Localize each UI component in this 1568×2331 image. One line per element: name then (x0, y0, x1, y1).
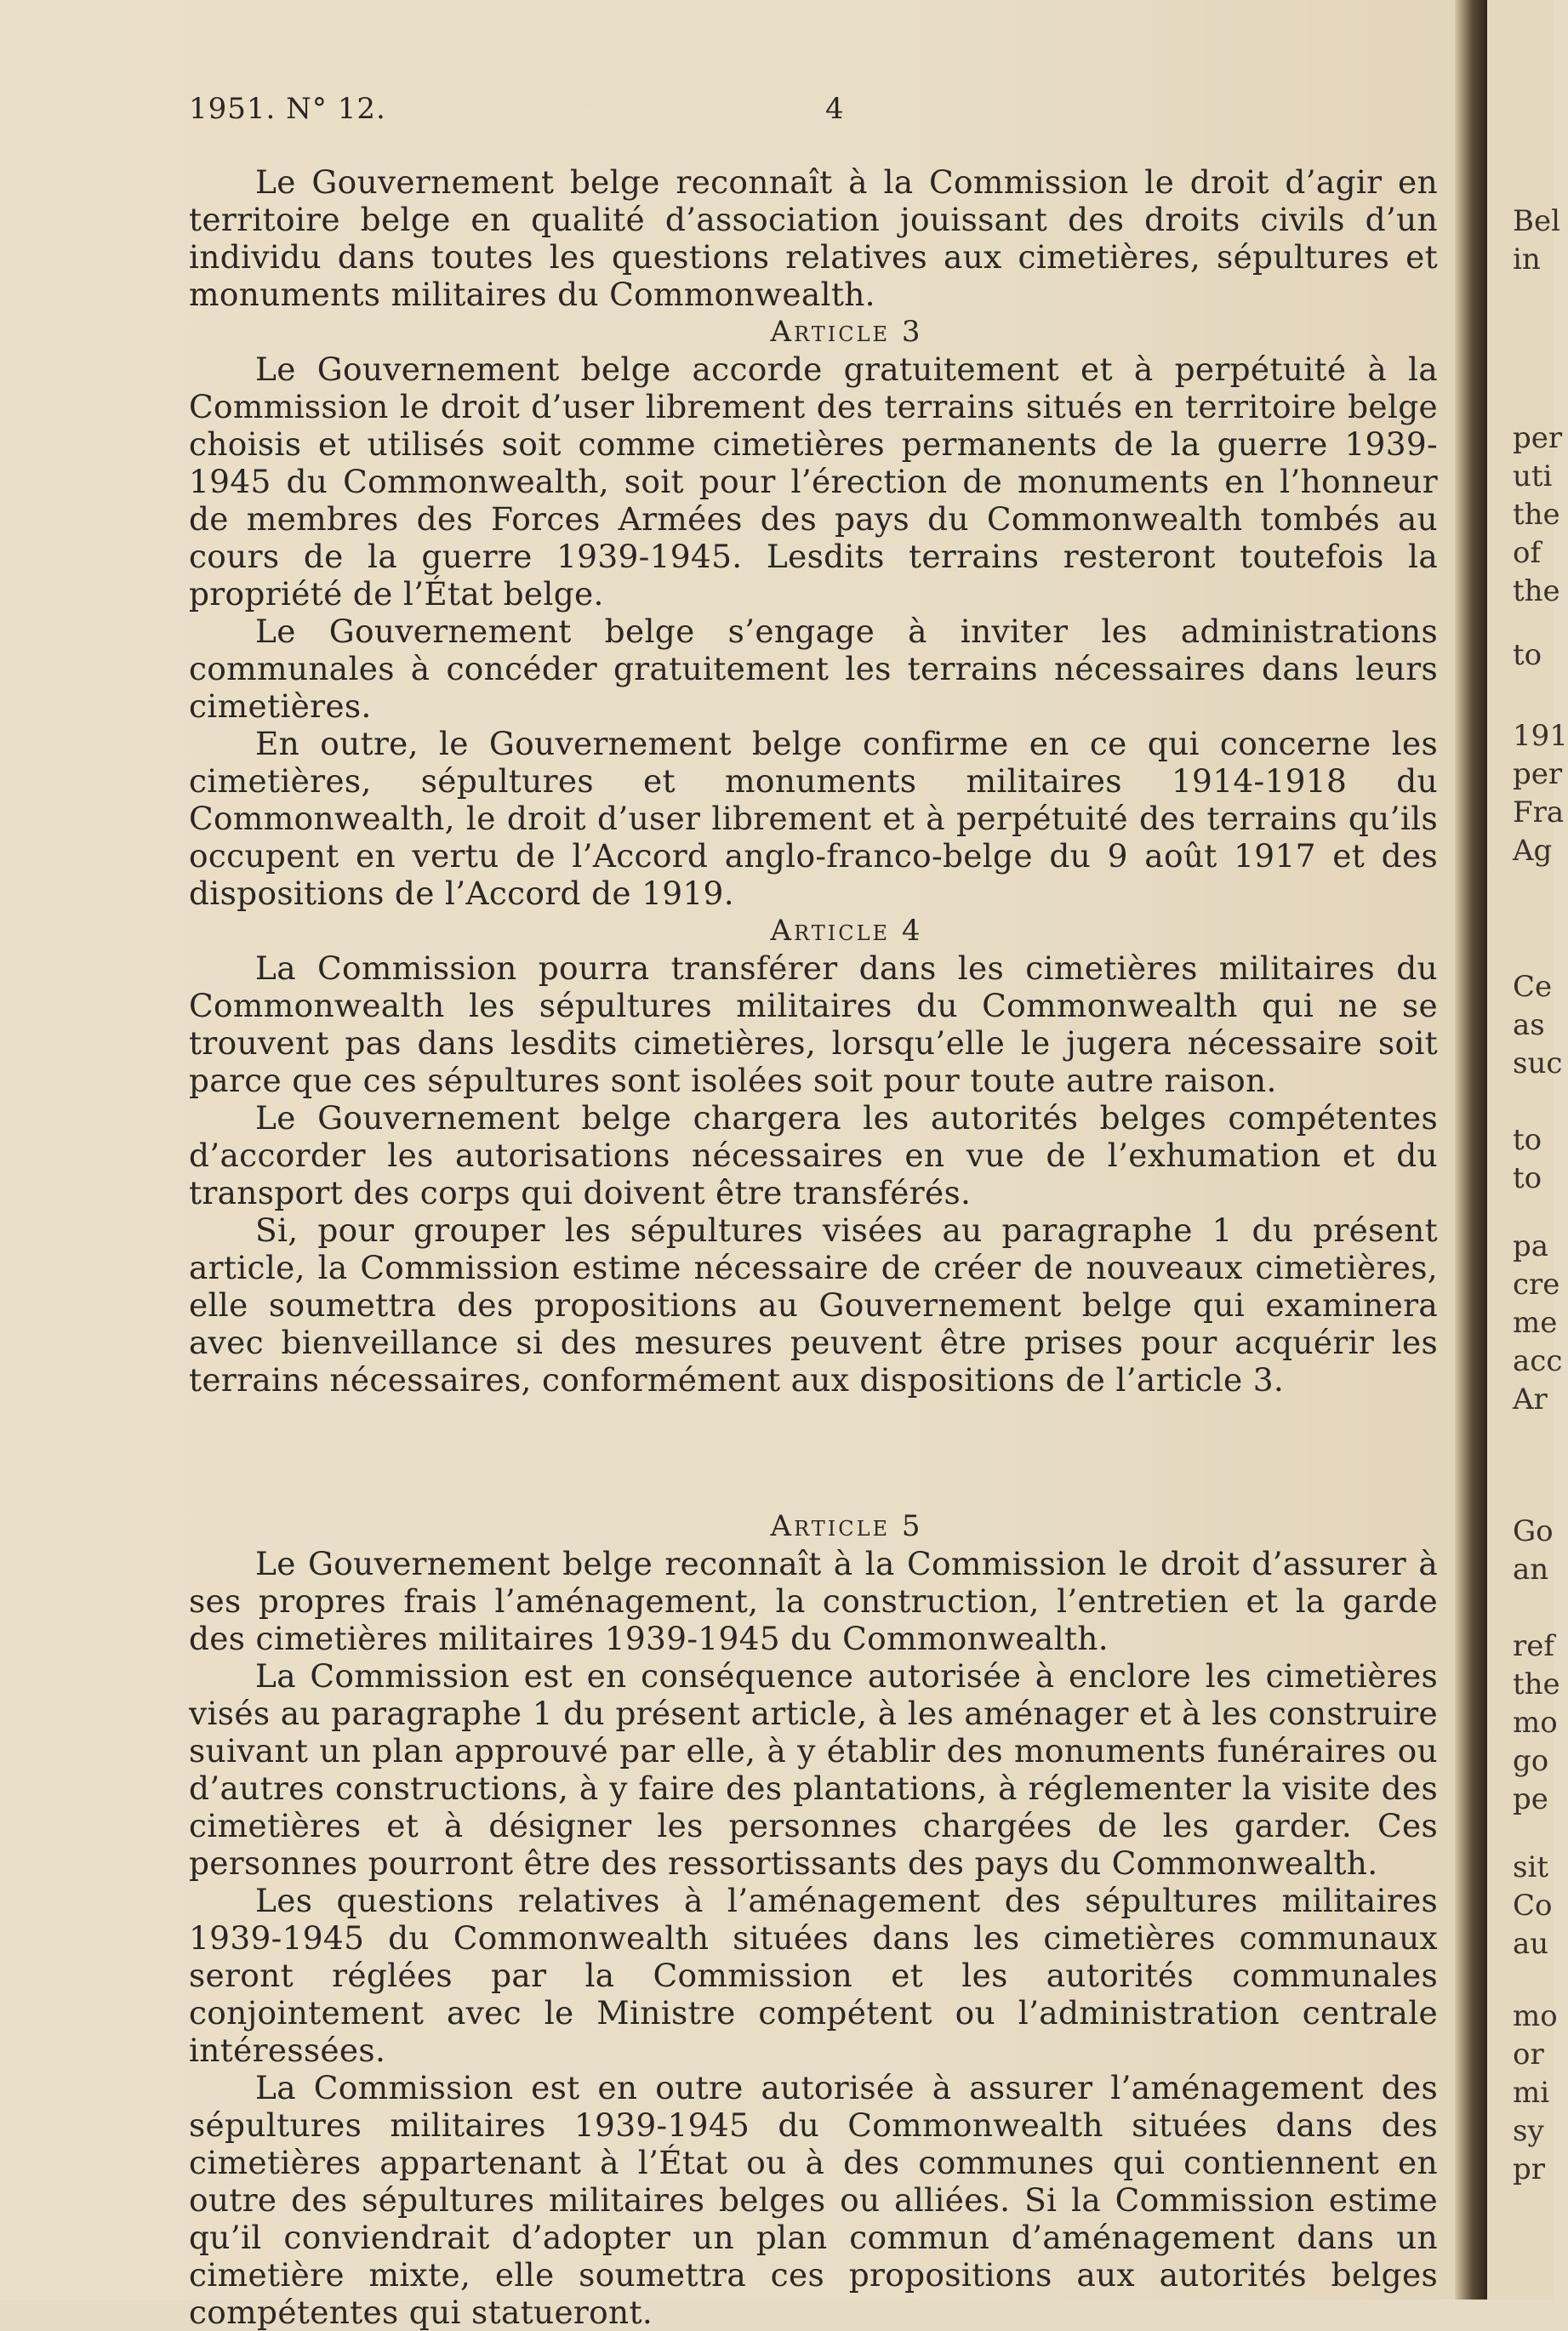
facing-page-fragment: me (1513, 1306, 1558, 1340)
article-5-paragraph-1: Le Gouvernement belge reconnaît à la Commission le droit d’assurer à ses propres frais l’aménagement, la construction, l’entretien et la garde des cimetières militaires 1939-1945 du Commonwealth. (189, 1545, 1438, 1657)
article-4-paragraph-1: La Commission pourra transférer dans les cimetières militaires du Commonwealth les sépultures militaires du Commonwealth qui ne se trouvent pas dans lesdits cimetières, lorsqu’elle le jugera nécessaire soit parce que ces sépultures sont isolées soit pour toute autre raison. (189, 949, 1438, 1099)
facing-page-fragment: uti (1513, 459, 1553, 493)
facing-page-fragment: cre (1513, 1268, 1560, 1302)
facing-page-fragment: Ag (1513, 834, 1553, 868)
facing-page-fragment: to (1513, 1123, 1542, 1157)
facing-page-fragment: go (1513, 1744, 1549, 1778)
facing-page-fragment: the (1513, 498, 1560, 532)
facing-page-fragment: mo (1513, 1706, 1558, 1740)
facing-page-fragment: pr (1513, 2152, 1546, 2186)
facing-page-fragment: per (1513, 757, 1563, 791)
facing-page-fragment: per (1513, 421, 1563, 455)
facing-page-fragment: Co (1513, 1889, 1553, 1923)
article-5-paragraph-2: La Commission est en conséquence autorisée à enclore les cimetières visés au paragraphe 1 du présent article, à les aménager et à les construire suivant un plan approuvé par elle, à y établir des monuments funéraires ou d’autres constructions, à y faire des plantations, à réglementer la visite des cimetières et à désigner les personnes chargées de les garder. Ces personnes pourront être des ressortissants des pays du Commonwealth. (189, 1657, 1438, 1882)
facing-page-fragment: 191 (1513, 719, 1568, 753)
facing-page-fragment: Fra (1513, 795, 1565, 829)
facing-page-fragment: as (1513, 1008, 1545, 1042)
facing-page-fragment: ref (1513, 1629, 1554, 1663)
article-4-heading: Article 4 (770, 914, 923, 948)
book-gutter (1455, 0, 1487, 2300)
facing-page-fragment: the (1513, 1667, 1560, 1701)
facing-page-fragment: of (1513, 536, 1542, 570)
facing-page-fragment: suc (1513, 1046, 1563, 1080)
header-date: 1951. N° 12. (189, 92, 386, 126)
facing-page-fragment: pe (1513, 1782, 1548, 1816)
article-5-paragraph-4: La Commission est en outre autorisée à assurer l’aménagement des sépultures militaires 1939-1945 du Commonwealth situées dans des cimetières appartenant à l’État ou à des communes qui contiennent en outre des sépultures militaires belges ou alliées. Si la Commission estime qu’il conviendrait d’adopter un plan commun d’aménagement dans un cimetière mixte, elle soumettra ces propositions aux autorités belges compétentes qui statueront. (189, 2069, 1438, 2331)
facing-page-fragment: in (1513, 242, 1541, 276)
article-5-paragraph-3: Les questions relatives à l’aménagement des sépultures militaires 1939-1945 du Commonwealth situées dans les cimetières communaux seront réglées par la Commission et les autorités communales conjointement avec le Ministre compétent ou l’administration centrale intéressées. (189, 1882, 1438, 2069)
facing-page-fragment: an (1513, 1553, 1549, 1587)
facing-page-fragment: Go (1513, 1514, 1554, 1548)
facing-page-fragment: or (1513, 2037, 1544, 2072)
facing-page-fragment: mo (1513, 1999, 1558, 2033)
intro-paragraph: Le Gouvernement belge reconnaît à la Commission le droit d’agir en territoire belge en qualité d’association jouissant des droits civils d’un individu dans toutes les questions relatives aux cimetières, sépultures et monuments militaires du Commonwealth. (189, 163, 1438, 313)
article-3-paragraph-2: Le Gouvernement belge s’engage à inviter les administrations communales à concéder gratuitement les terrains nécessaires dans leurs cimetières. (189, 613, 1438, 725)
facing-page-fragment: Ce (1513, 970, 1553, 1004)
facing-page-fragment: mi (1513, 2076, 1550, 2110)
facing-page-fragment: to (1513, 638, 1542, 672)
article-3-paragraph-1: Le Gouvernement belge accorde gratuitement et à perpétuité à la Commission le droit d’user librement des terrains situés en territoire belge choisis et utilisés soit comme cimetières permanents de la guerre 1939-1945 du Commonwealth, soit pour l’érection de monuments en l’honneur de membres des Forces Armées des pays du Commonwealth tombés au cours de la guerre 1939-1945. Lesdits terrains resteront toutefois la propriété de l’État belge. (189, 351, 1438, 613)
facing-page-fragment: sit (1513, 1850, 1548, 1884)
article-4-paragraph-2: Le Gouvernement belge chargera les autorités belges compétentes d’accorder les autorisations nécessaires en vue de l’exhumation et du transport des corps qui doivent être transférés. (189, 1099, 1438, 1211)
article-5-heading: Article 5 (770, 1509, 923, 1543)
facing-page-fragment: pa (1513, 1229, 1549, 1263)
article-3-heading: Article 3 (770, 315, 923, 349)
facing-page-fragment: the (1513, 574, 1560, 608)
facing-page-fragment: sy (1513, 2114, 1544, 2148)
article-4-paragraph-3: Si, pour grouper les sépultures visées au paragraphe 1 du présent article, la Commission estime nécessaire de créer de nouveaux cimetières, elle soumettra des propositions au Gouvernement belge qui examinera avec bienveillance si des mesures peuvent être prises pour acquérir les terrains nécessaires, conformément aux dispositions de l’article 3. (189, 1211, 1438, 1399)
facing-page-fragment: au (1513, 1927, 1549, 1961)
facing-page-fragment: Ar (1513, 1382, 1548, 1416)
document-body (189, 163, 1438, 2331)
facing-page-fragment: to (1513, 1161, 1542, 1195)
article-3-paragraph-3: En outre, le Gouvernement belge confirme en ce qui concerne les cimetières, sépultures et monuments militaires 1914-1918 du Commonwealth, le droit d’user librement et à perpétuité des terrains qu’ils occupent en vertu de l’Accord anglo-franco-belge du 9 août 1917 et des dispositions de l’Accord de 1919. (189, 725, 1438, 912)
facing-page-fragment: acc (1513, 1344, 1563, 1378)
facing-page-fragment: Bel (1513, 204, 1560, 238)
page-number: 4 (825, 92, 845, 126)
